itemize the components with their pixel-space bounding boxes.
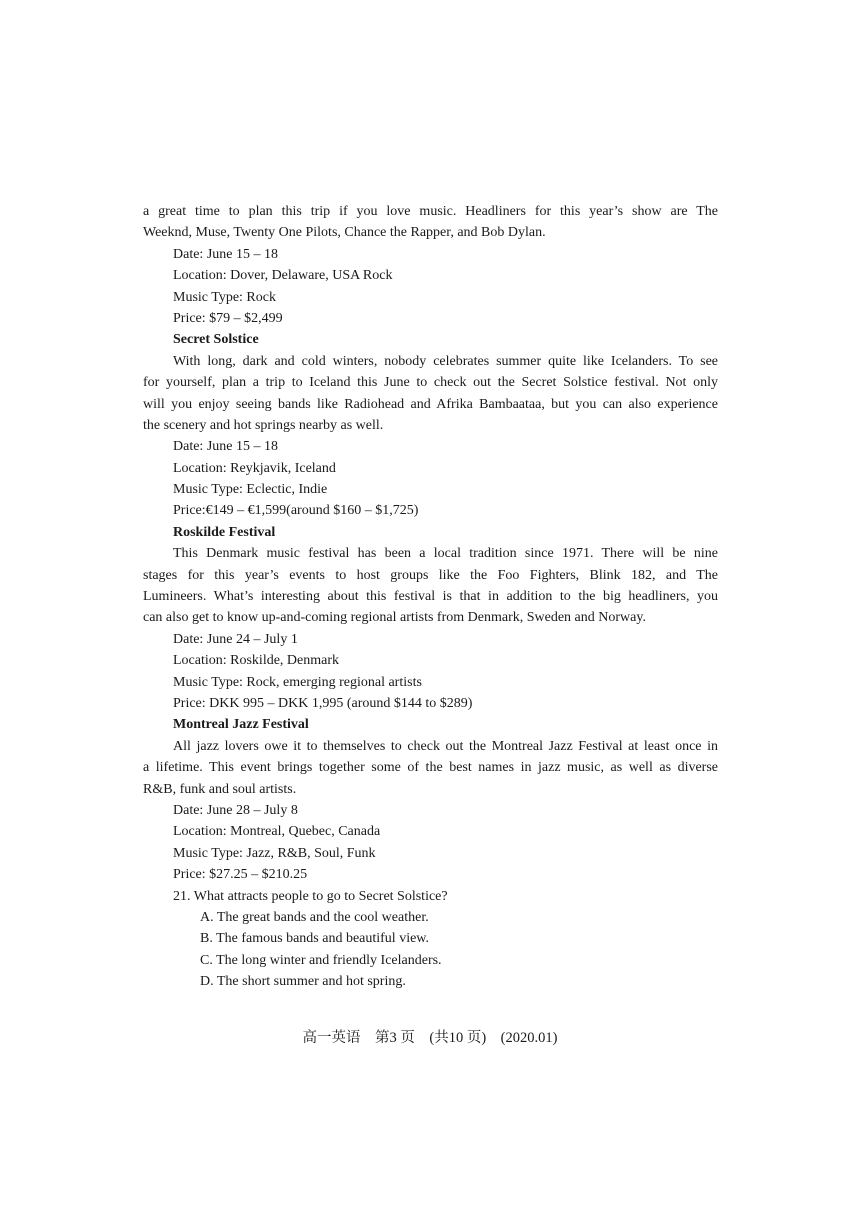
roskilde-line-1: This Denmark music festival has been a local tradition since 1971. There will be nine (173, 546, 718, 562)
secret-solstice-date: Date: June 15 – 18 (173, 439, 278, 455)
secret-solstice-heading: Secret Solstice (173, 332, 259, 348)
question-21-option-c: C. The long winter and friendly Icelanders. (200, 952, 442, 968)
roskilde-line-3: Lumineers. What’s interesting about this festival is that in addition to the big headliners, you (143, 589, 718, 605)
intro-date: Date: June 15 – 18 (173, 246, 278, 262)
montreal-line-3: R&B, funk and soul artists. (143, 781, 297, 797)
question-21-option-d: D. The short summer and hot spring. (200, 974, 406, 990)
page-footer: 高一英语 第3 页 (共10 页) (2020.01) (302, 1030, 558, 1046)
roskilde-music-type: Music Type: Rock, emerging regional artists (173, 674, 422, 690)
intro-price: Price: $79 – $2,499 (173, 310, 283, 326)
secret-solstice-music-type: Music Type: Eclectic, Indie (173, 482, 328, 498)
page-content (143, 201, 718, 992)
secret-solstice-line-3: will you enjoy seeing bands like Radiohead and Afrika Bambaataa, but you can also experience (143, 396, 718, 412)
secret-solstice-price: Price:€149 – €1,599(around $160 – $1,725) (173, 503, 419, 519)
intro-line-1: a great time to plan this trip if you love music. Headliners for this year’s show are The (143, 204, 718, 219)
intro-music-type: Music Type: Rock (173, 289, 276, 305)
montreal-heading: Montreal Jazz Festival (173, 717, 309, 733)
roskilde-price: Price: DKK 995 – DKK 1,995 (around $144 to $289) (173, 695, 473, 711)
intro-line-2: Weeknd, Muse, Twenty One Pilots, Chance the Rapper, and Bob Dylan. (143, 225, 546, 241)
montreal-line-2: a lifetime. This event brings together some of the best names in jazz music, as well as diverse (143, 760, 718, 776)
montreal-location: Location: Montreal, Quebec, Canada (173, 824, 381, 840)
question-21-stem: 21. What attracts people to go to Secret Solstice? (173, 888, 448, 904)
secret-solstice-location: Location: Reykjavik, Iceland (173, 460, 336, 476)
montreal-date: Date: June 28 – July 8 (173, 802, 298, 818)
secret-solstice-line-4: the scenery and hot springs nearby as well. (143, 417, 384, 433)
roskilde-heading: Roskilde Festival (173, 524, 276, 540)
secret-solstice-line-1: With long, dark and cold winters, nobody celebrates summer quite like Icelanders. To see (173, 353, 718, 369)
montreal-line-1: All jazz lovers owe it to themselves to check out the Montreal Jazz Festival at least once in (173, 738, 718, 754)
roskilde-line-4: can also get to know up-and-coming regional artists from Denmark, Sweden and Norway. (143, 610, 646, 626)
montreal-price: Price: $27.25 – $210.25 (173, 867, 308, 883)
roskilde-line-2: stages for this year’s events to host groups like the Foo Fighters, Blink 182, and The (143, 567, 718, 583)
question-21-option-b: B. The famous bands and beautiful view. (200, 931, 430, 947)
roskilde-location: Location: Roskilde, Denmark (173, 653, 340, 669)
roskilde-date: Date: June 24 – July 1 (173, 631, 298, 647)
montreal-music-type: Music Type: Jazz, R&B, Soul, Funk (173, 845, 376, 861)
secret-solstice-line-2: for yourself, plan a trip to Iceland this June to check out the Secret Solstice festival. Not only (143, 375, 718, 391)
question-21-option-a: A. The great bands and the cool weather. (200, 909, 429, 925)
intro-location: Location: Dover, Delaware, USA Rock (173, 268, 393, 284)
